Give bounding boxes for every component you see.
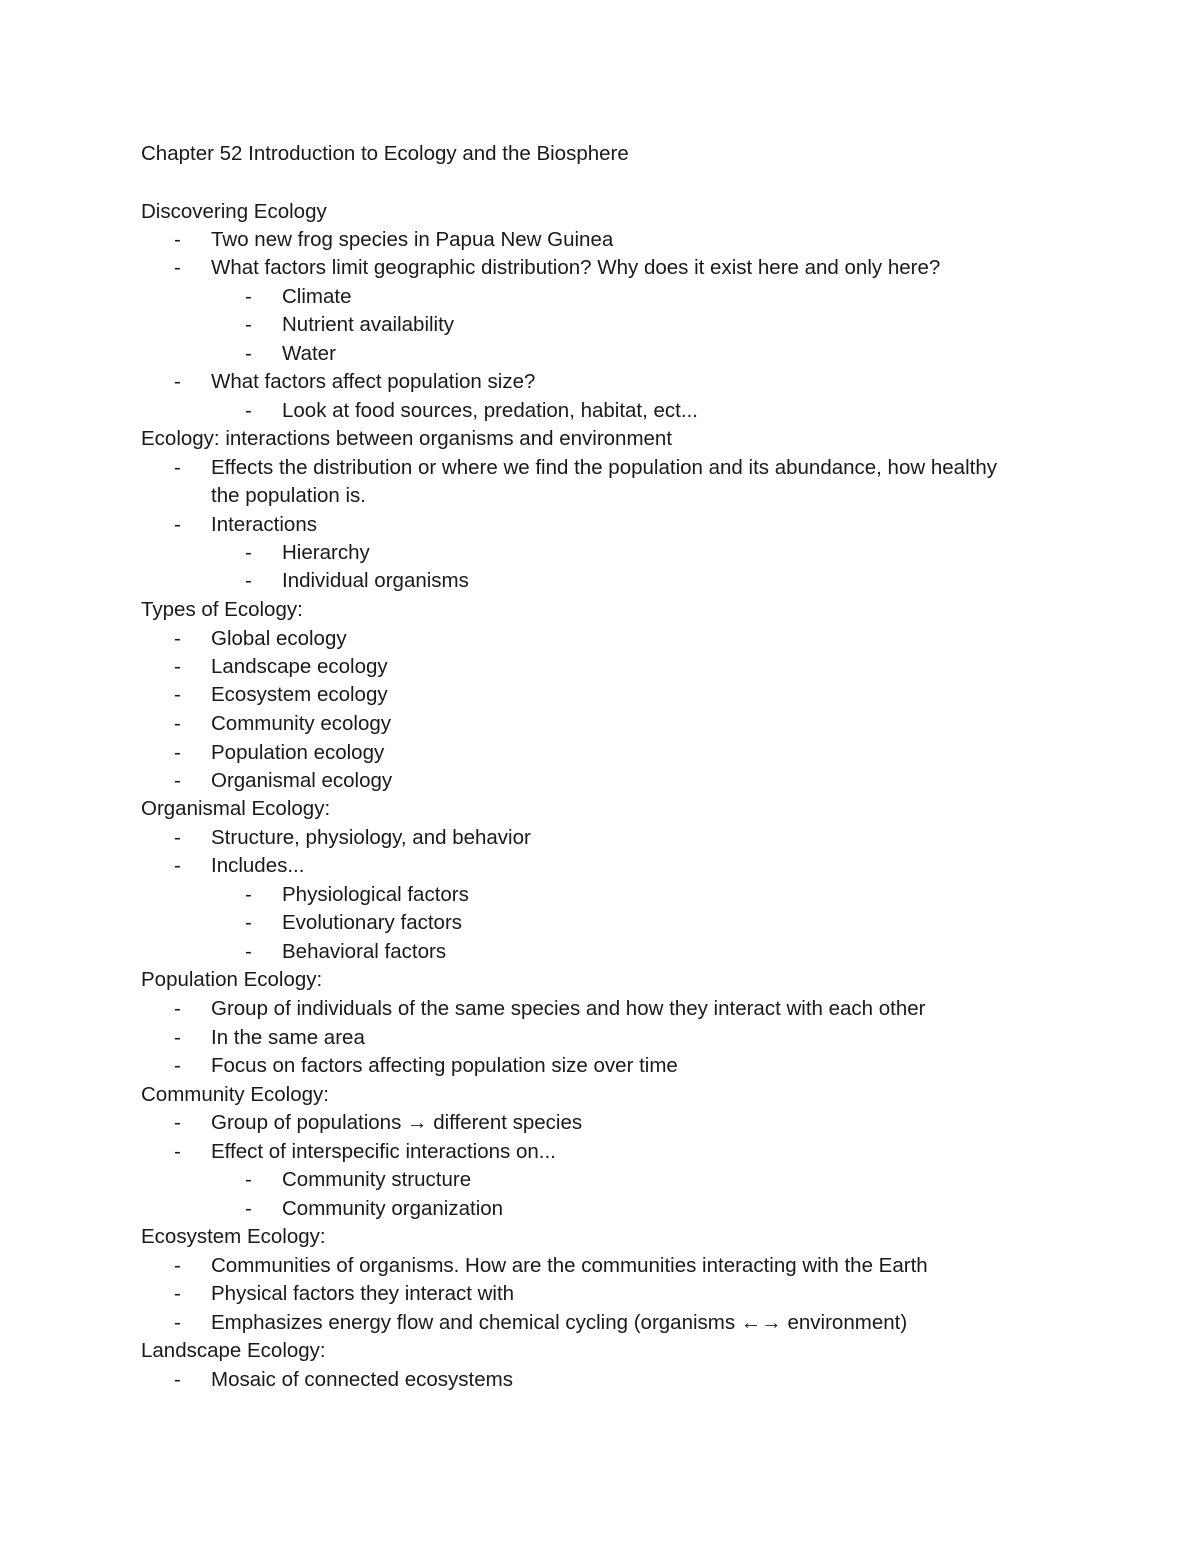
dash-bullet: -	[174, 712, 181, 735]
dash-bullet: -	[174, 513, 181, 536]
dash-bullet: -	[245, 313, 252, 336]
dash-bullet: -	[174, 228, 181, 251]
dash-bullet: -	[174, 1282, 181, 1305]
dash-bullet: -	[245, 1197, 252, 1220]
dash-bullet: -	[174, 1111, 181, 1134]
dash-bullet: -	[174, 683, 181, 706]
document-page: Chapter 52 Introduction to Ecology and the Biosphere Discovering Ecology - Two new frog species in Papua New Guinea - What factors limit geographic distribution? Why does it exist here and only here? - Climate - Nutrient availability - Water - What factors affect population size? - Look at food sources, predation, habitat, ect... Ecology: interactions between organisms and environment - Effects the distribution or where we find the population and its abundance, how healthy the population is. - Interactions - Hierarchy - Individual organisms Types of Ecology: - Global ecology - Landscape ecology - Ecosystem ecology - Community ecology - Population ecology - Organismal ecology Organismal Ecology: - Structure, physiology, and behavior - Includes... - Physiological factors - Evolutionary factors - Behavioral factors Population Ecology: - Group of individuals of the same species and how they interact with each other - In the same area - Focus on factors affecting population size over time Community Ecology: - Group of populations → different species - Effect of interspecific interactions on... - Community structure - Community organization Ecosystem Ecology: - Communities of organisms. How are the communities interacting with the Earth - Physical factors they interact with - Emphasizes energy flow and chemical cycling (organisms ←→ environment) Landscape Ecology: - Mosaic of connected ecosystems	[0, 0, 1200, 1553]
dash-bullet: -	[245, 569, 252, 592]
dash-bullet: -	[245, 883, 252, 906]
dash-bullet: -	[245, 399, 252, 422]
dash-bullet: -	[174, 1140, 181, 1163]
dash-bullet: -	[174, 741, 181, 764]
dash-bullet: -	[174, 1368, 181, 1391]
dash-bullet: -	[174, 370, 181, 393]
dash-bullet: -	[174, 1254, 181, 1277]
dash-bullet: -	[174, 1311, 181, 1334]
dash-bullet: -	[174, 769, 181, 792]
dash-bullet: -	[174, 627, 181, 650]
dash-bullet: -	[174, 456, 181, 479]
dash-bullet: -	[174, 826, 181, 849]
dash-bullet: -	[245, 541, 252, 564]
dash-bullet: -	[174, 854, 181, 877]
dash-bullet: -	[174, 1026, 181, 1049]
dash-bullet: -	[245, 285, 252, 308]
dash-bullet: -	[174, 997, 181, 1020]
dash-bullet: -	[245, 342, 252, 365]
dash-bullet: -	[245, 940, 252, 963]
dash-bullet: -	[174, 1054, 181, 1077]
dash-bullet: -	[245, 911, 252, 934]
dash-bullet: -	[174, 655, 181, 678]
dash-bullet: -	[245, 1168, 252, 1191]
dash-bullet: -	[174, 256, 181, 279]
